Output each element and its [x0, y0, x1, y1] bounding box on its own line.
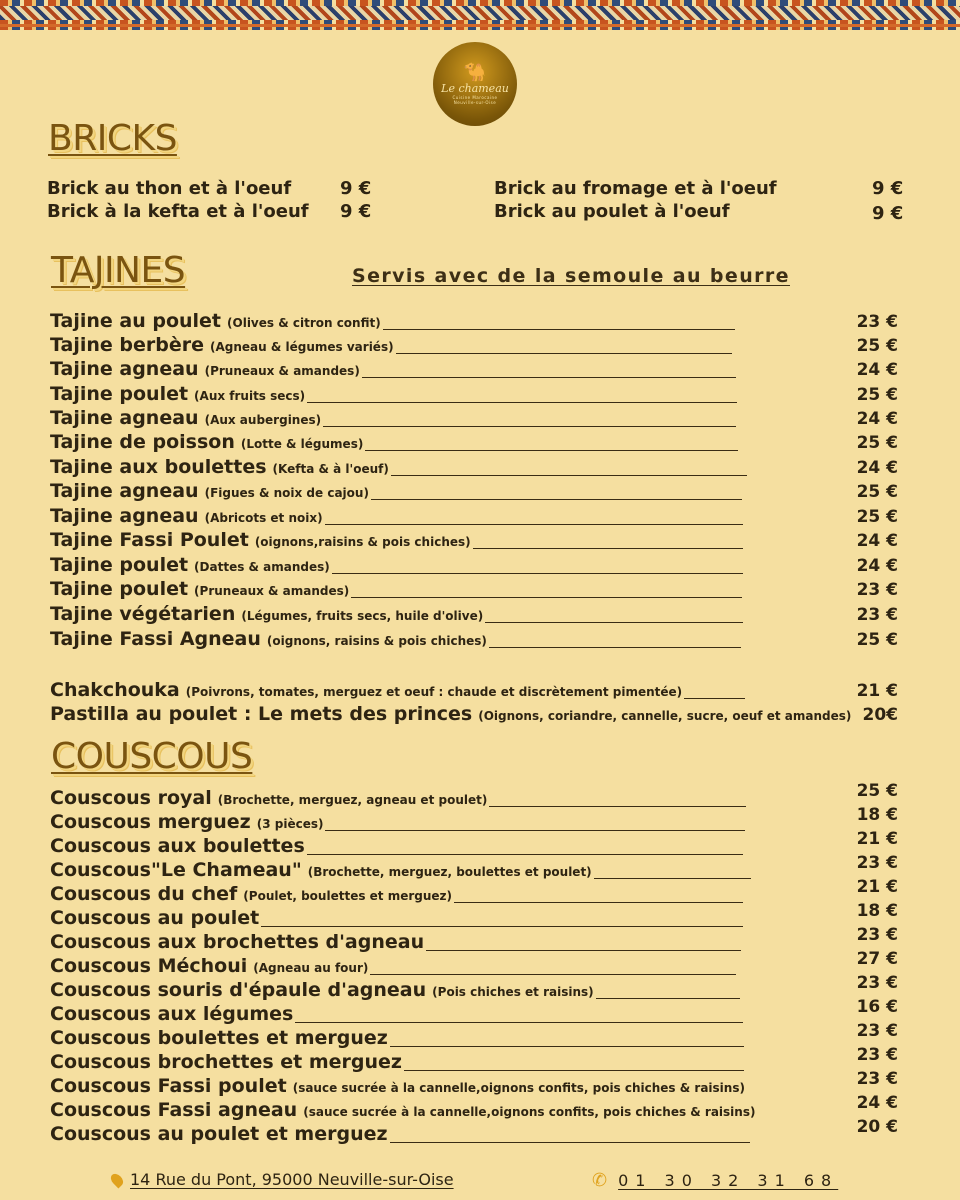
item-description: (Poulet, boulettes et merguez) — [243, 889, 453, 903]
leader-line — [404, 1070, 744, 1071]
item-description: (Légumes, fruits secs, huile d'olive) — [241, 609, 484, 623]
map-pin-icon — [109, 1171, 126, 1188]
address-text: 14 Rue du Pont, 95000 Neuville-sur-Oise — [130, 1170, 454, 1189]
leader-line — [684, 698, 745, 699]
item-name-text: Chakchouka — [50, 679, 180, 701]
item-name-text: Tajine agneau — [50, 407, 199, 429]
tajine-price: 25 € — [856, 336, 898, 356]
couscous-name — [50, 931, 424, 953]
leader-line — [489, 806, 746, 807]
special-name — [50, 679, 682, 701]
item-name-text: Tajine poulet — [50, 383, 189, 405]
leader-line — [307, 854, 743, 855]
item-description: (Lotte & légumes) — [240, 437, 364, 451]
item-name-text: Tajine agneau — [50, 358, 199, 380]
item-description: (Agneau & légumes variés) — [210, 340, 394, 354]
tajine-price: 24 € — [856, 531, 898, 551]
tajine-name — [50, 358, 360, 380]
item-name-text: Couscous du chef — [50, 883, 238, 905]
item-name-text: Tajine agneau — [50, 480, 199, 502]
leader-line — [489, 647, 741, 648]
item-description: (Pruneaux & amandes) — [204, 364, 360, 378]
tajine-name — [50, 578, 349, 600]
couscous-price: 25 € — [856, 781, 898, 801]
tajine-price: 25 € — [856, 482, 898, 502]
couscous-row — [50, 1021, 930, 1051]
tajine-price: 23 € — [856, 605, 898, 625]
couscous-price: 21 € — [856, 877, 898, 897]
tajine-price: 24 € — [856, 556, 898, 576]
couscous-row — [50, 1045, 930, 1075]
item-description: (Kefta & à l'oeuf) — [272, 462, 389, 476]
leader-line — [295, 1022, 743, 1023]
leader-line — [396, 353, 732, 354]
item-description: (Dattes & amandes) — [194, 560, 330, 574]
couscous-row — [50, 1117, 930, 1147]
item-description: (sauce sucrée à la cannelle,oignons confits, pois chiches & raisins) — [303, 1105, 756, 1119]
leader-line — [596, 998, 740, 999]
brick-name: Brick à la kefta et à l'oeuf — [47, 201, 309, 222]
leader-line — [485, 622, 743, 623]
tajine-price: 24 € — [856, 360, 898, 380]
leader-line — [391, 475, 747, 476]
couscous-row — [50, 877, 930, 907]
tajine-name — [50, 431, 363, 453]
brick-price: 9 € — [340, 201, 372, 222]
brick-price: 9 € — [872, 203, 904, 224]
restaurant-logo — [433, 42, 517, 126]
tajine-price: 23 € — [856, 580, 898, 600]
tajine-row — [50, 310, 930, 334]
item-description: (3 pièces) — [256, 817, 324, 831]
logo-tagline: Cuisine Marocaine — [452, 94, 498, 100]
tajine-price: 25 € — [856, 507, 898, 527]
item-name-text: Tajine de poisson — [50, 431, 235, 453]
item-description: (Abricots et noix) — [204, 511, 323, 525]
tajine-price: 24 € — [856, 409, 898, 429]
couscous-price: 23 € — [856, 1045, 898, 1065]
couscous-row — [50, 1093, 930, 1123]
couscous-price: 24 € — [856, 1093, 898, 1113]
item-description: (oignons, raisins & pois chiches) — [266, 634, 487, 648]
item-name-text: Tajine Fassi Agneau — [50, 628, 261, 650]
couscous-name — [50, 1123, 388, 1145]
tajine-row — [50, 407, 930, 431]
tajine-row — [50, 603, 930, 627]
tajine-row — [50, 628, 930, 652]
couscous-name — [50, 979, 594, 1001]
couscous-row — [50, 805, 930, 835]
special-row — [50, 679, 930, 703]
item-name-text: Couscous brochettes et merguez — [50, 1051, 402, 1073]
section-title-bricks: BRICKS — [48, 118, 177, 159]
item-name-text: Couscous Fassi poulet — [50, 1075, 287, 1097]
footer-phone[interactable] — [592, 1170, 838, 1191]
item-name-text: Couscous boulettes et merguez — [50, 1027, 388, 1049]
couscous-name — [50, 787, 487, 809]
brick-name: Brick au thon et à l'oeuf — [47, 178, 292, 199]
special-row — [50, 703, 930, 727]
item-name-text: Couscous aux légumes — [50, 1003, 294, 1025]
item-name-text: Couscous Fassi agneau — [50, 1099, 298, 1121]
tajine-row — [50, 456, 930, 480]
couscous-name — [50, 1051, 402, 1073]
item-name-text: Tajine agneau — [50, 505, 199, 527]
leader-line — [365, 450, 738, 451]
tajine-price: 25 € — [856, 630, 898, 650]
item-description: (Aux fruits secs) — [194, 389, 306, 403]
couscous-row — [50, 1069, 930, 1099]
couscous-price: 23 € — [856, 853, 898, 873]
couscous-name — [50, 1003, 293, 1025]
item-name-text: Couscous au poulet — [50, 907, 260, 929]
couscous-row — [50, 781, 930, 811]
leader-line — [383, 329, 735, 330]
item-name-text: Couscous royal — [50, 787, 212, 809]
leader-line — [473, 548, 743, 549]
leader-line — [370, 974, 736, 975]
couscous-price: 20 € — [856, 1117, 898, 1137]
item-name-text: Tajine poulet — [50, 578, 189, 600]
item-name-text: Tajine Fassi Poulet — [50, 529, 249, 551]
camel-icon: 🐪 — [463, 61, 487, 83]
couscous-row — [50, 973, 930, 1003]
tajine-price: 24 € — [856, 458, 898, 478]
couscous-name — [50, 811, 323, 833]
item-description: (Agneau au four) — [253, 961, 369, 975]
item-name-text: Tajine berbère — [50, 334, 204, 356]
tajine-price: 25 € — [856, 433, 898, 453]
leader-line — [351, 597, 742, 598]
couscous-name — [50, 1027, 388, 1049]
item-name-text: Tajine aux boulettes — [50, 456, 267, 478]
item-description: (Brochette, merguez, boulettes et poulet) — [307, 865, 592, 879]
item-name-text: Tajine végétarien — [50, 603, 236, 625]
brick-name: Brick au poulet à l'oeuf — [494, 201, 730, 222]
tajine-price: 25 € — [856, 385, 898, 405]
couscous-row — [50, 949, 930, 979]
leader-line — [390, 1142, 750, 1143]
couscous-row — [50, 997, 930, 1027]
leader-line — [325, 524, 743, 525]
tajine-row — [50, 358, 930, 382]
leader-line — [426, 950, 741, 951]
item-name-text: Tajine au poulet — [50, 310, 222, 332]
tajine-name — [50, 334, 394, 356]
tajine-name — [50, 407, 321, 429]
item-name-text: Couscous souris d'épaule d'agneau — [50, 979, 427, 1001]
item-description: (Figues & noix de cajou) — [204, 486, 369, 500]
tajine-row — [50, 431, 930, 455]
item-name-text: Couscous aux boulettes — [50, 835, 305, 857]
tajine-name — [50, 628, 487, 650]
tajine-row — [50, 383, 930, 407]
tajine-row — [50, 554, 930, 578]
item-name-text: Couscous merguez — [50, 811, 251, 833]
couscous-row — [50, 925, 930, 955]
couscous-name — [50, 955, 368, 977]
phone-text[interactable]: 01 30 32 31 68 — [618, 1171, 839, 1190]
couscous-price: 18 € — [856, 901, 898, 921]
item-name-text: Couscous au poulet et merguez — [50, 1123, 388, 1145]
item-description: (Olives & citron confit) — [227, 316, 381, 330]
section-title-couscous: COUSCOUS — [51, 736, 253, 777]
couscous-price: 23 € — [856, 1069, 898, 1089]
leader-line — [325, 830, 745, 831]
couscous-name — [50, 859, 592, 881]
special-name — [50, 703, 851, 725]
couscous-price: 23 € — [856, 925, 898, 945]
tajine-row — [50, 529, 930, 553]
tajine-row — [50, 334, 930, 358]
item-name-text: Couscous Méchoui — [50, 955, 248, 977]
couscous-row — [50, 829, 930, 859]
couscous-price: 21 € — [856, 829, 898, 849]
leader-line — [362, 377, 736, 378]
logo-name: Le chameau — [441, 81, 509, 95]
brick-price: 9 € — [872, 178, 904, 199]
item-description: (oignons,raisins & pois chiches) — [254, 535, 471, 549]
leader-line — [261, 926, 743, 927]
brick-name: Brick au fromage et à l'oeuf — [494, 178, 777, 199]
tajine-name — [50, 480, 369, 502]
tajine-name — [50, 603, 483, 625]
item-name-text: Tajine poulet — [50, 554, 189, 576]
tajine-name — [50, 505, 323, 527]
couscous-name — [50, 1075, 745, 1097]
tajine-name — [50, 529, 471, 551]
couscous-name — [50, 1099, 755, 1121]
couscous-price: 27 € — [856, 949, 898, 969]
logo-town: Neuville-sur-Oise — [453, 99, 497, 105]
decorative-border — [0, 0, 960, 30]
phone-icon: ✆ — [592, 1170, 615, 1191]
item-description: (Poivrons, tomates, merguez et oeuf : chaude et discrètement pimentée) — [185, 685, 683, 699]
special-price: 21 € — [856, 681, 898, 701]
item-name-text: Couscous"Le Chameau" — [50, 859, 302, 881]
couscous-name — [50, 835, 305, 857]
item-description: (sauce sucrée à la cannelle,oignons confits, pois chiches & raisins) — [292, 1081, 745, 1095]
section-title-tajines: TAJINES — [51, 250, 186, 291]
tajine-name — [50, 310, 381, 332]
item-description: (Aux aubergines) — [204, 413, 322, 427]
leader-line — [332, 573, 743, 574]
couscous-name — [50, 907, 259, 929]
tajine-name — [50, 456, 389, 478]
leader-line — [323, 426, 736, 427]
leader-line — [371, 499, 742, 500]
item-description: (Oignons, coriandre, cannelle, sucre, oeuf et amandes) — [478, 709, 852, 723]
couscous-price: 23 € — [856, 973, 898, 993]
leader-line — [307, 402, 737, 403]
item-description: (Brochette, merguez, agneau et poulet) — [217, 793, 488, 807]
tajine-row — [50, 480, 930, 504]
special-price: 20€ — [862, 705, 898, 725]
leader-line — [594, 878, 751, 879]
couscous-price: 23 € — [856, 1021, 898, 1041]
couscous-price: 18 € — [856, 805, 898, 825]
item-name-text: Pastilla au poulet : Le mets des princes — [50, 703, 473, 725]
footer-address — [112, 1170, 454, 1189]
couscous-row — [50, 901, 930, 931]
couscous-name — [50, 883, 452, 905]
tajine-name — [50, 554, 330, 576]
leader-line — [390, 1046, 744, 1047]
item-description: (Pruneaux & amandes) — [194, 584, 350, 598]
item-name-text: Couscous aux brochettes d'agneau — [50, 931, 425, 953]
item-description: (Pois chiches et raisins) — [432, 985, 594, 999]
leader-line — [454, 902, 743, 903]
brick-price: 9 € — [340, 178, 372, 199]
tajines-subtitle: Servis avec de la semoule au beurre — [352, 265, 790, 287]
couscous-row — [50, 853, 930, 883]
tajine-row — [50, 505, 930, 529]
couscous-price: 16 € — [856, 997, 898, 1017]
tajine-row — [50, 578, 930, 602]
tajine-name — [50, 383, 305, 405]
tajine-price: 23 € — [856, 312, 898, 332]
